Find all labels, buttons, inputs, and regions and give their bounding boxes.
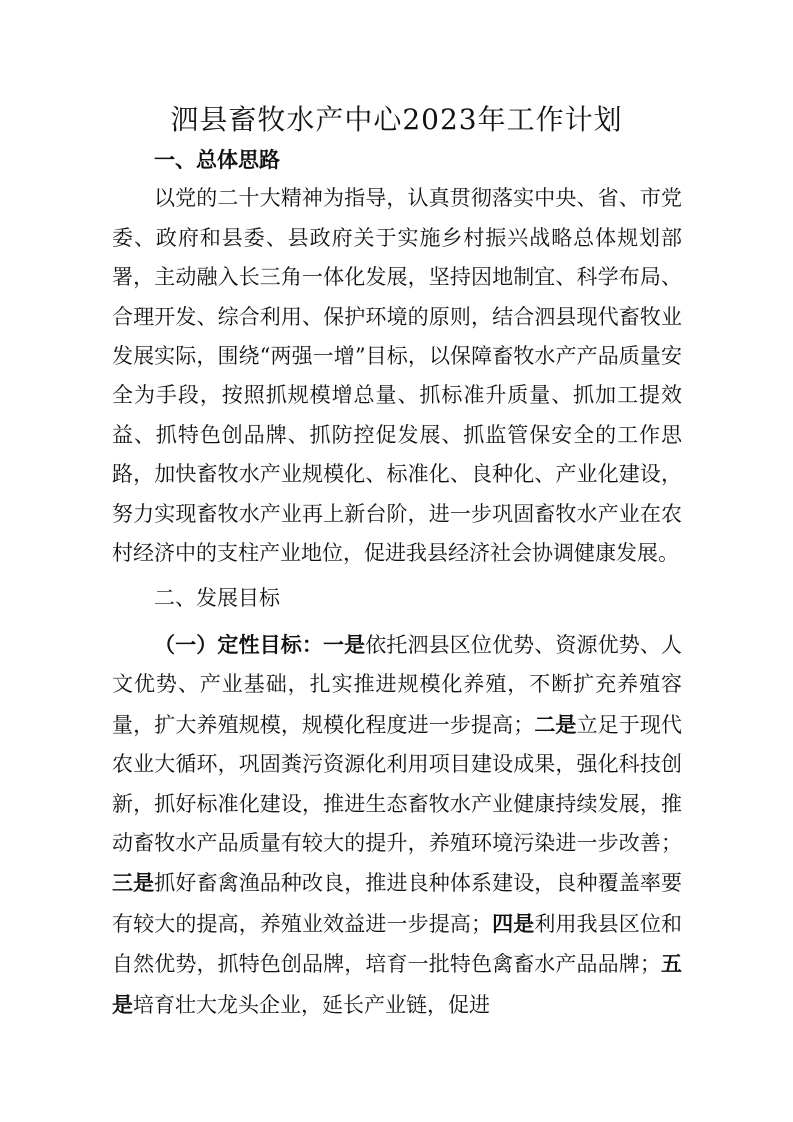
goal-marker-1: 一是 — [323, 631, 366, 657]
paragraph-overall-approach: 以党的二十大精神为指导，认真贯彻落实中央、省、市党委、政府和县委、县政府关于实施乡村振兴战略总体规划部署，主动融入长三角一体化发展，坚持因地制宜、科学布局、合理开发、综合利用、保护环境的原则，结合泗县现代畜牧业发展实际，围绕“两强一增”目标，以保障畜牧水产产品质量安全为手段，按照抓规模增总量、抓标准升质量、抓加工提效益、抓特色创品牌、抓防控促发展、抓监管保安全的工作思路，加快畜牧水产业规模化、标准化、良种化、产业化建设，努力实现畜牧水产业再上新台阶，进一步巩固畜牧水产业在农村经济中的支柱产业地位，促进我县经济社会协调健康发展。 — [112, 186, 682, 566]
subsection-label-qualitative-goals: （一）定性目标： — [154, 631, 323, 657]
goal-text-1: 依托泗县区位优势、资源优势、人文优势、产业基础，扎实推进规模化养殖，不断扩充养殖容量，扩大养殖规模，规模化程度进一步提高； — [112, 632, 682, 737]
section-heading-development-goals: 二、发展目标 — [154, 586, 280, 611]
document-title: 泗县畜牧水产中心2023年工作计划 — [170, 103, 623, 136]
goal-marker-5: 五是 — [112, 951, 683, 1017]
goal-text-3: 抓好畜禽渔品种改良，推进良种体系建设，良种覆盖率要有较大的提高，养殖业效益进一步提高； — [112, 871, 683, 936]
paragraph-qualitative-goals — [112, 625, 682, 1025]
goal-marker-2: 二是 — [534, 711, 577, 737]
document-body — [112, 140, 682, 1025]
goal-text-4: 利用我县区位和自然优势，抓特色创品牌，培育一批特色禽畜水产品品牌； — [112, 911, 683, 977]
goal-marker-3: 三是 — [112, 870, 155, 896]
goal-text-2: 立足于现代农业大循环，巩固粪污资源化利用项目建设成果，强化科技创新，抓好标准化建设，推进生态畜牧水产业健康持续发展，推动畜牧水产品质量有较大的提升，养殖环境污染进一步改善； — [112, 712, 683, 855]
goal-marker-4: 四是 — [491, 910, 535, 936]
section-heading-overall-approach: 一、总体思路 — [154, 147, 280, 172]
goal-text-5: 培育壮大龙头企业，延长产业链，促进 — [133, 992, 490, 1017]
